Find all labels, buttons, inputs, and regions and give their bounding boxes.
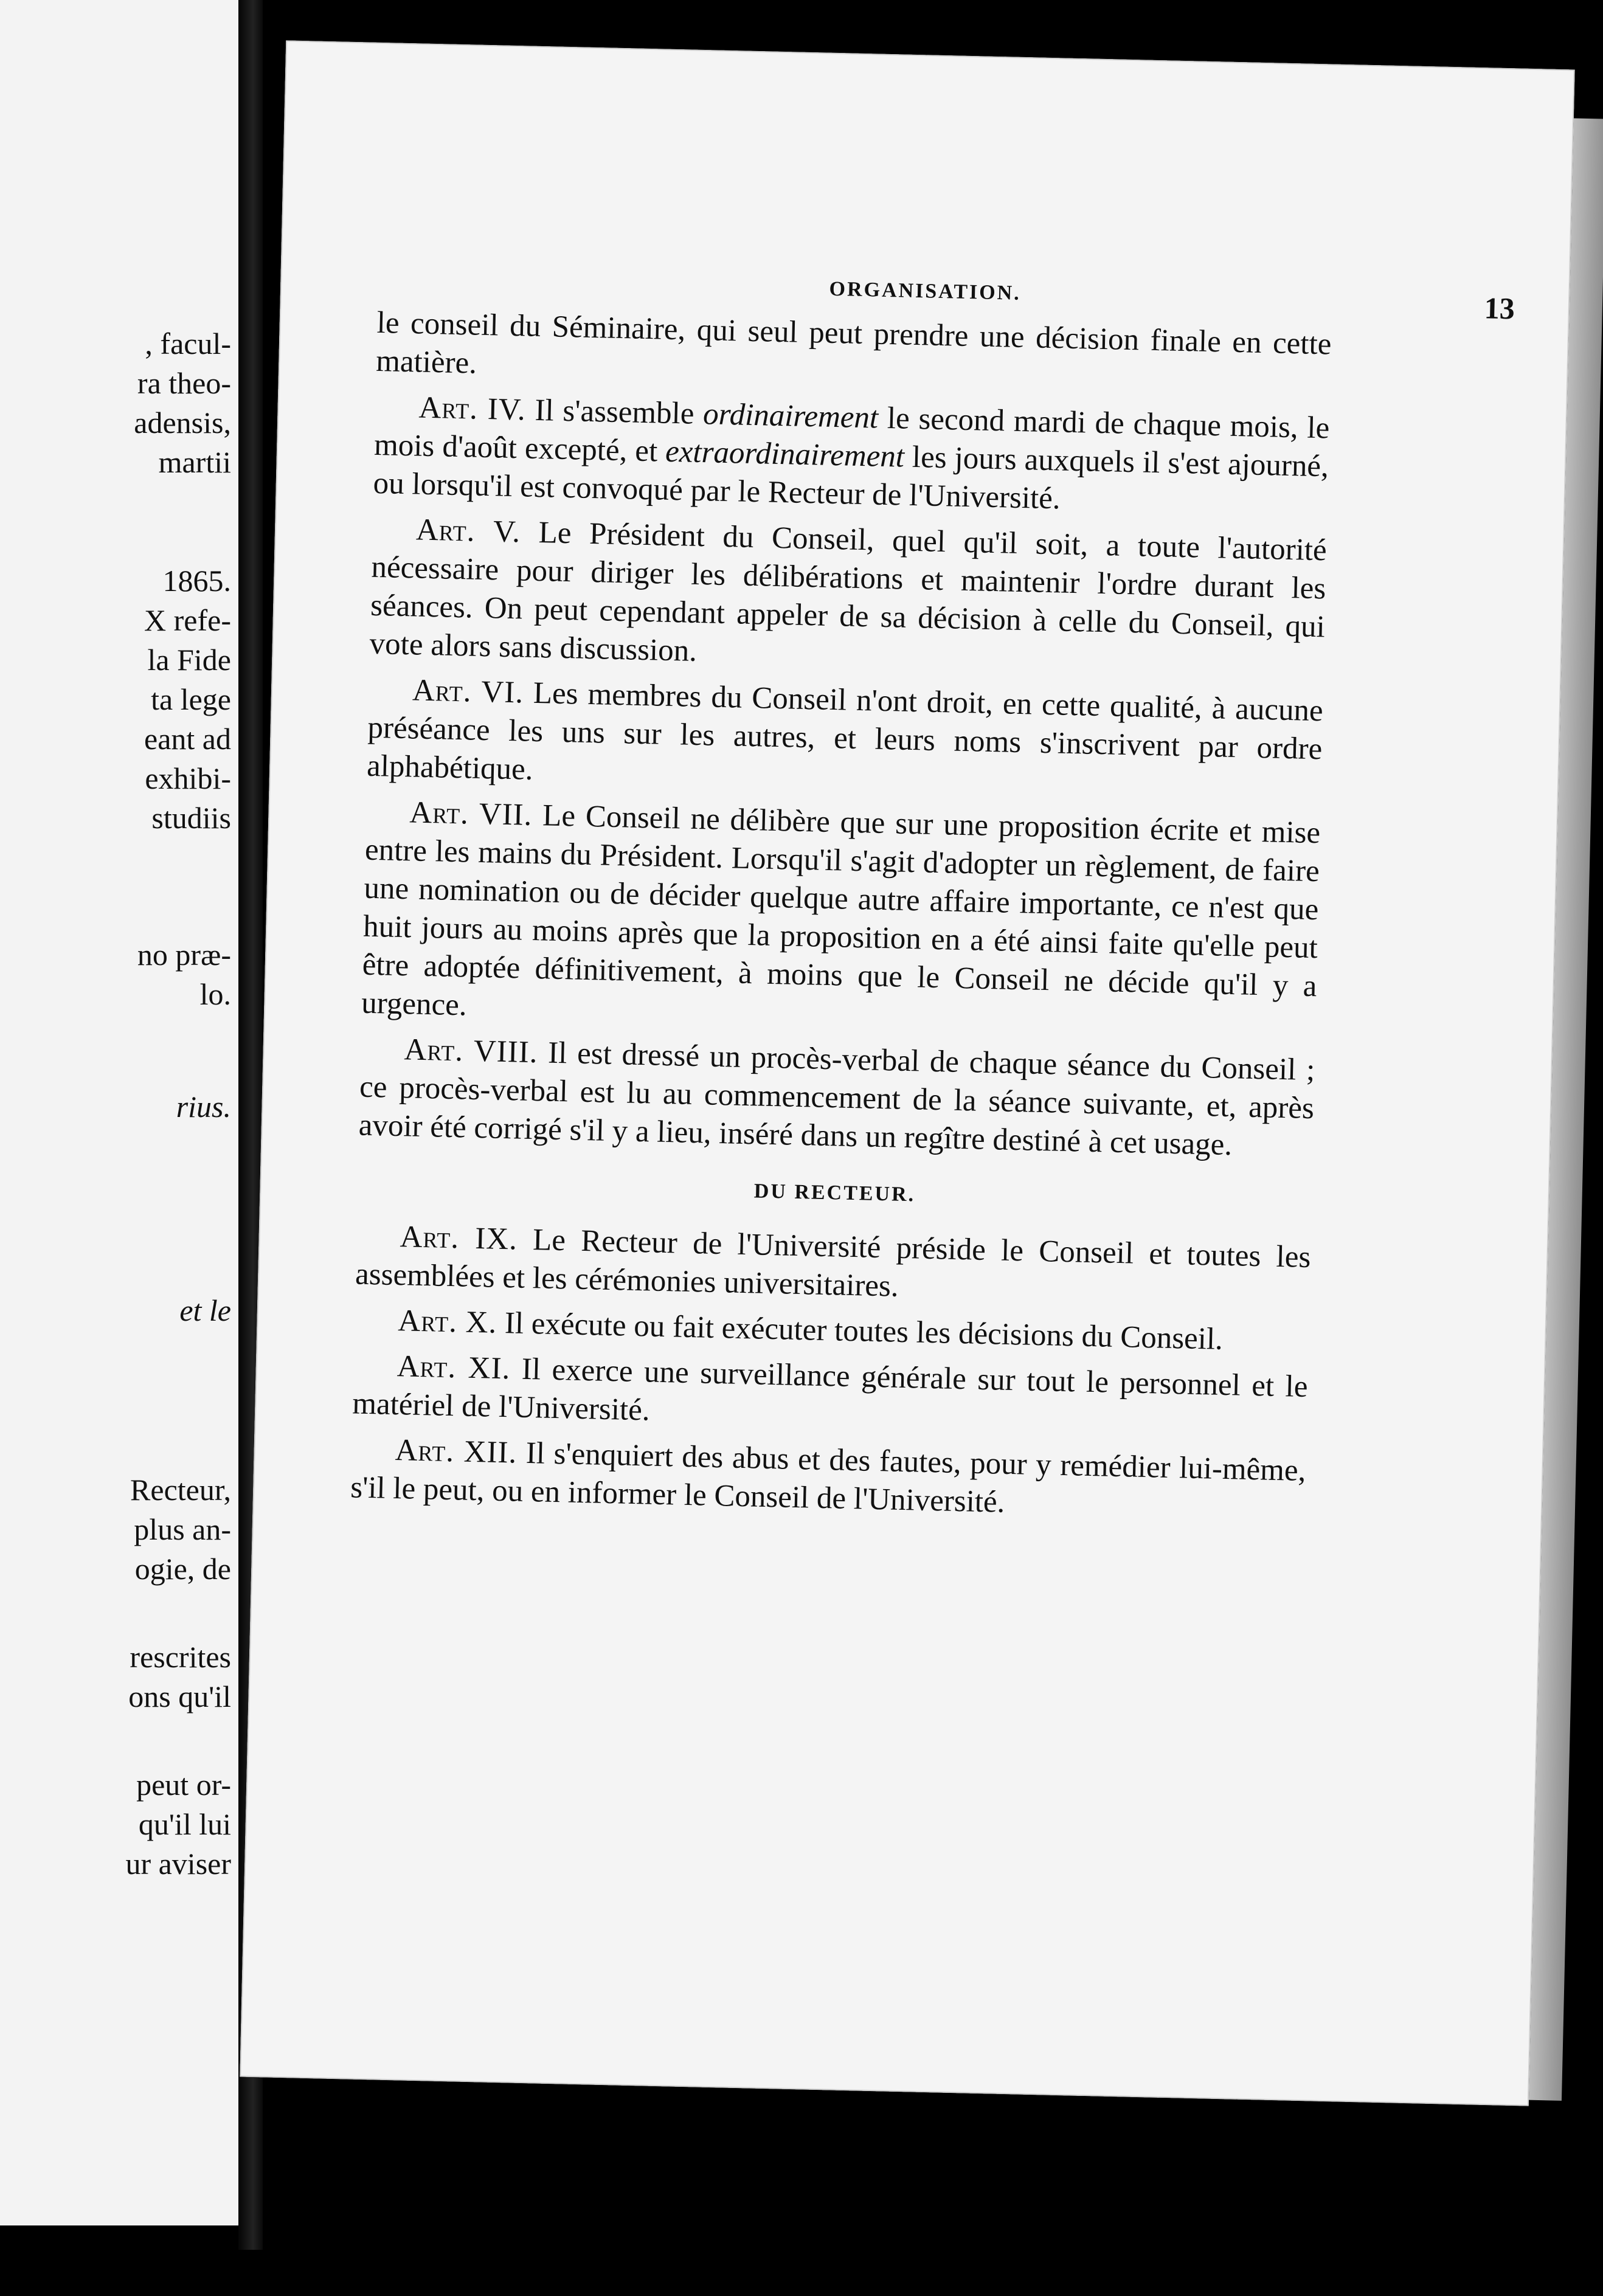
left-page-fragment: peut or- <box>136 1768 231 1802</box>
article-text: les jours auxquels il s'est ajourné, ou lorsqu'il est convoqué par le Recteur de l'Université. <box>373 440 1329 516</box>
left-page <box>0 0 242 2225</box>
left-page-fragment: lo. <box>199 977 231 1011</box>
article-label: Art. IV. <box>418 390 527 427</box>
article-text: Il exécute ou fait exécuter toutes les décisions du Conseil. <box>496 1305 1224 1357</box>
left-page-fragment: 1865. <box>162 564 231 598</box>
left-page-fragment: rescrites <box>130 1640 231 1674</box>
left-page-fragment: et le <box>179 1293 231 1327</box>
left-page-fragment: , facul- <box>145 327 231 361</box>
article-text: Il s'enquiert des abus et des fautes, pour y remédier lui-même, s'il le peut, ou en informer le Conseil de l'Université. <box>350 1436 1306 1520</box>
article-label: Art. XI. <box>396 1349 511 1386</box>
article-label: Art. VII. <box>409 795 533 832</box>
left-page-fragment: studiis <box>151 801 231 835</box>
articles-council <box>358 388 1330 1166</box>
article-text: le second mardi de chaque mois, le mois d'août excepté, et <box>373 401 1330 469</box>
left-page-fragment: eant ad <box>144 722 231 756</box>
article-paragraph <box>361 793 1321 1045</box>
left-page-fragment: la Fide <box>147 643 231 677</box>
left-page-fragment: ogie, de <box>134 1552 231 1586</box>
articles-rector <box>350 1217 1311 1529</box>
article-text: Le Recteur de l'Université préside le Conseil et toutes les assemblées et les cérémonies universitaires. <box>355 1222 1311 1304</box>
page-edge <box>1529 118 1603 2100</box>
article-label: Art. V. <box>415 513 521 550</box>
article-paragraph <box>373 388 1330 525</box>
article-label: Art. XII. <box>395 1433 518 1470</box>
article-label: Art. VI. <box>412 673 524 710</box>
article-emphasis: extraordinairement <box>665 434 905 474</box>
left-page-fragment: rius. <box>176 1090 231 1124</box>
left-page-fragment: qu'il lui <box>138 1807 231 1841</box>
continuation-paragraph: le conseil du Séminaire, qui seul peut prendre une décision finale en cette matière. <box>375 305 1332 381</box>
article-text: Il s'assemble <box>525 393 704 432</box>
left-page-fragment: exhibi- <box>145 761 231 795</box>
left-page-fragment: ta lege <box>151 682 231 716</box>
body-text <box>350 304 1332 1536</box>
article-paragraph <box>369 510 1327 685</box>
left-page-fragment: X refe- <box>144 603 231 637</box>
article-label: Art. IX. <box>400 1220 518 1257</box>
left-page-fragment: ur aviser <box>125 1847 231 1881</box>
left-page-fragment: ons qu'il <box>128 1679 231 1713</box>
left-page-fragment: no præ- <box>137 938 231 972</box>
article-label: Art. VIII. <box>404 1032 539 1070</box>
article-paragraph <box>352 1346 1308 1445</box>
section-heading: DU RECTEUR. <box>753 1180 916 1206</box>
running-head: ORGANISATION. <box>829 277 1022 305</box>
article-text: Il exerce une surveillance générale sur tout le personnel et le matériel de l'Université. <box>351 1352 1309 1428</box>
article-paragraph <box>350 1430 1306 1529</box>
left-page-fragment: ra theo- <box>137 366 231 400</box>
article-text: Les membres du Conseil n'ont droit, en cette qualité, à aucune préséance les uns sur les autres, et leurs noms s'inscrivent par ordre alphabétique. <box>366 676 1324 787</box>
left-page-fragment: Recteur, <box>130 1473 231 1507</box>
article-paragraph <box>367 671 1324 807</box>
article-paragraph <box>355 1217 1311 1316</box>
article-text: Le Conseil ne délibère que sur une proposition écrite et mise entre les mains du Président. Lorsqu'il s'agit d'adopter un règlement, de faire une nomination ou de décider quelque autre affaire importante, ce n'est que huit jours au moins après que la proposition en a été ainsi faite qu'elle peut être adoptée définitivement, à moins que le Conseil ne décide qu'il y a urgence. <box>361 798 1321 1023</box>
right-page <box>240 40 1574 2106</box>
article-text: Il est dressé un procès-verbal de chaque séance du Conseil ; ce procès-verbal est lu au commencement de la séance suivante, et, après avoir été corrigé s'il y a lieu, inséré dans un regître destiné à cet usage. <box>358 1036 1315 1163</box>
left-page-fragment: adensis, <box>134 406 231 440</box>
article-label: Art. X. <box>397 1304 497 1340</box>
page-number: 13 <box>1484 291 1515 326</box>
article-text: Le Président du Conseil, quel qu'il soit, a toute l'autorité nécessaire pour diriger les délibérations et maintenir l'ordre durant les séances. On peut cependant appeler de sa décision à celle du Conseil, qui vote alors sans discussion. <box>369 515 1328 668</box>
article-paragraph <box>358 1030 1315 1167</box>
left-page-fragment: martii <box>158 445 231 479</box>
left-page-fragment: plus an- <box>134 1512 231 1546</box>
article-emphasis: ordinairement <box>702 397 879 435</box>
